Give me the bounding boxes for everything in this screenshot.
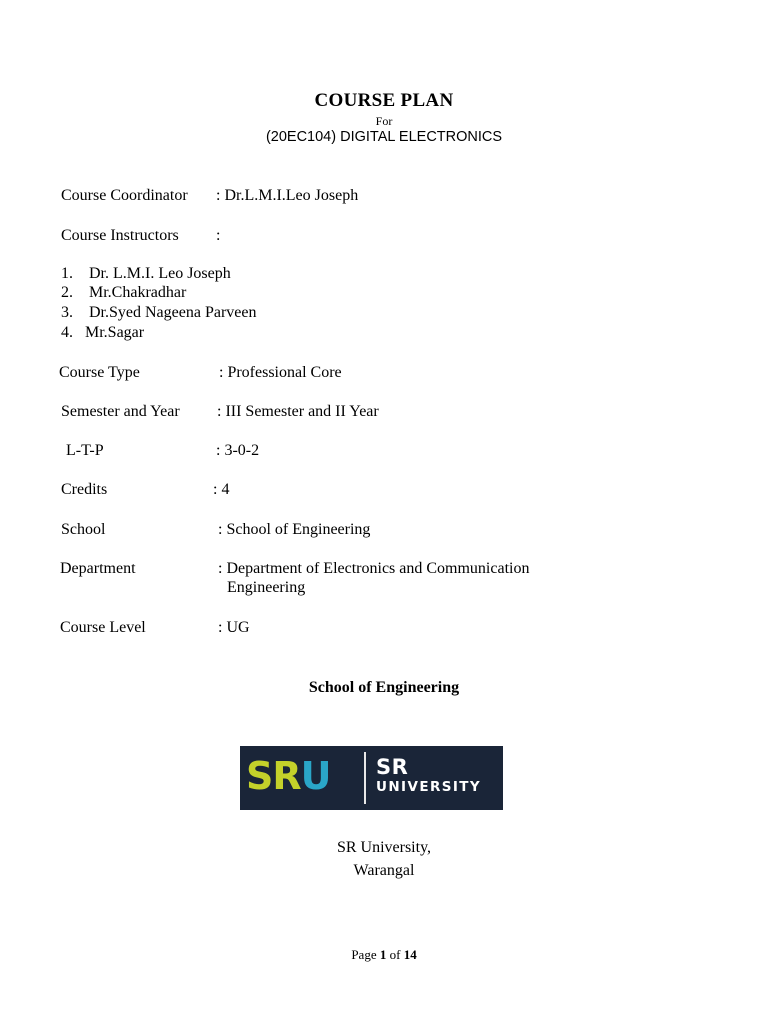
document-title: COURSE PLAN <box>314 90 454 111</box>
list-number: 1. <box>61 265 73 282</box>
instructor-name: Mr.Chakradhar <box>89 284 187 301</box>
list-number: 4. <box>61 324 73 341</box>
sr-university-logo <box>240 746 503 810</box>
logo-sru-mark <box>246 754 331 798</box>
field-value: : Department of Electronics and Communication <box>218 560 530 577</box>
field-label: Semester and Year <box>61 403 180 420</box>
page-word: Page <box>351 947 377 962</box>
field-label: L-T-P <box>66 442 104 459</box>
field-value: : Professional Core <box>219 364 342 381</box>
list-number: 2. <box>61 284 73 301</box>
field-label: Course Coordinator <box>61 187 188 204</box>
field-label: Course Instructors <box>61 227 179 244</box>
university-city: Warangal <box>353 862 415 879</box>
field-label: Credits <box>61 481 108 498</box>
instructor-name: Mr.Sagar <box>85 324 145 341</box>
of-word: of <box>389 947 401 962</box>
logo-divider <box>364 752 366 804</box>
logo-letter-s: S <box>246 754 273 798</box>
instructor-name: Dr.Syed Nageena Parveen <box>89 304 257 321</box>
field-value: : School of Engineering <box>218 521 371 538</box>
field-label: School <box>61 521 106 538</box>
field-label: Course Type <box>59 364 140 381</box>
field-value-continued: Engineering <box>227 579 306 596</box>
page-number <box>0 947 768 963</box>
field-value: : UG <box>218 619 250 636</box>
page-current: 1 <box>379 947 387 962</box>
logo-sr-text: SR <box>376 755 409 779</box>
field-label: Course Level <box>60 619 146 636</box>
university-name: SR University, <box>336 839 432 856</box>
field-value: : 4 <box>213 481 230 498</box>
school-heading: School of Engineering <box>308 679 460 696</box>
list-number: 3. <box>61 304 73 321</box>
field-value: : 3-0-2 <box>216 442 260 459</box>
field-label: Department <box>60 560 136 577</box>
field-value: : Dr.L.M.I.Leo Joseph <box>216 187 359 204</box>
logo-letter-u: U <box>300 754 331 798</box>
field-value: : III Semester and II Year <box>217 403 379 420</box>
course-code-title: (20EC104) DIGITAL ELECTRONICS <box>265 129 503 145</box>
page-total: 14 <box>403 947 417 962</box>
logo-letter-r: R <box>272 754 301 798</box>
for-text: For <box>375 114 393 128</box>
logo-university-text: UNIVERSITY <box>376 779 482 795</box>
field-value: : <box>216 227 221 244</box>
instructor-name: Dr. L.M.I. Leo Joseph <box>89 265 231 282</box>
